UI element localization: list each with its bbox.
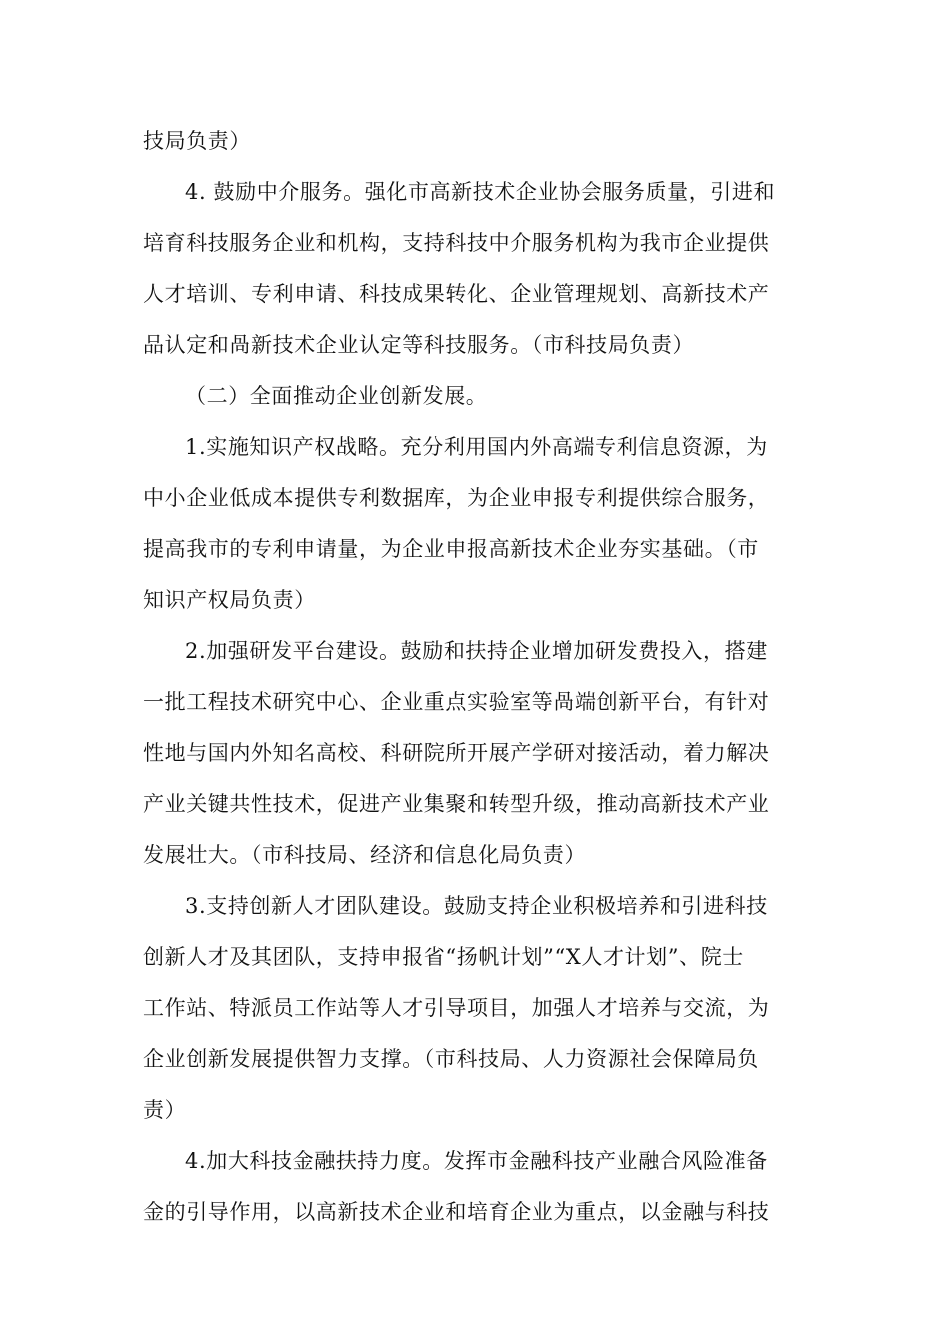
text-line: 性地与国内外知名高校、科研院所开展产学研对接活动，着力解决 bbox=[143, 741, 770, 765]
text-line: 人才培训、专利申请、科技成果转化、企业管理规划、高新技术产 bbox=[143, 282, 770, 306]
text-line: 品认定和咼新技术企业认定等科技服务。（市科技局负责） bbox=[143, 333, 695, 357]
text-line: 知识产权局负责） bbox=[143, 588, 316, 612]
text-line: 金的引导作用，以高新技术企业和培育企业为重点，以金融与科技 bbox=[143, 1200, 770, 1224]
text-line: 创新人才及其团队，支持申报省“扬帆计划”“X人才计划”、院士 bbox=[143, 945, 744, 969]
text-line: 中小企业低成本提供专利数据库，为企业申报专利提供综合服务， bbox=[143, 486, 770, 510]
text-line: 培育科技服务企业和机构，支持科技中介服务机构为我市企业提供 bbox=[143, 231, 770, 255]
section-heading: （二）全面推动企业创新发展。 bbox=[185, 384, 488, 408]
paragraph-start-line: 1.实施知识产权战略。充分利用国内外高端专利信息资源，为 bbox=[185, 435, 768, 459]
text-line: 产业关键共性技术，促进产业集聚和转型升级，推动高新技术产业 bbox=[143, 792, 770, 816]
paragraph-start-line: 3.支持创新人才团队建设。鼓励支持企业积极培养和引进科技 bbox=[185, 894, 768, 918]
text-line: 企业创新发展提供智力支撑。（市科技局、人力资源社会保障局负 bbox=[143, 1047, 759, 1071]
paragraph-start-line: 4. 鼓励中介服务。强化市高新技术企业协会服务质量，引进和 bbox=[185, 180, 776, 204]
text-line: 工作站、特派员工作站等人才引导项目，加强人才培养与交流，为 bbox=[143, 996, 770, 1020]
text-line: 提高我市的专利申请量，为企业申报高新技术企业夯实基础。（市 bbox=[143, 537, 759, 561]
text-line: 发展壮大。（市科技局、经济和信息化局负责） bbox=[143, 843, 587, 867]
paragraph-start-line: 2.加强研发平台建设。鼓励和扶持企业增加研发费投入，搭建 bbox=[185, 639, 768, 663]
paragraph-start-line: 4.加大科技金融扶持力度。发挥市金融科技产业融合风险准备 bbox=[185, 1149, 768, 1173]
text-line: 责） bbox=[143, 1098, 187, 1122]
text-line: 技局负责） bbox=[143, 129, 251, 153]
text-line: 一批工程技术研究中心、企业重点实验室等咼端创新平台，有针对 bbox=[143, 690, 770, 714]
